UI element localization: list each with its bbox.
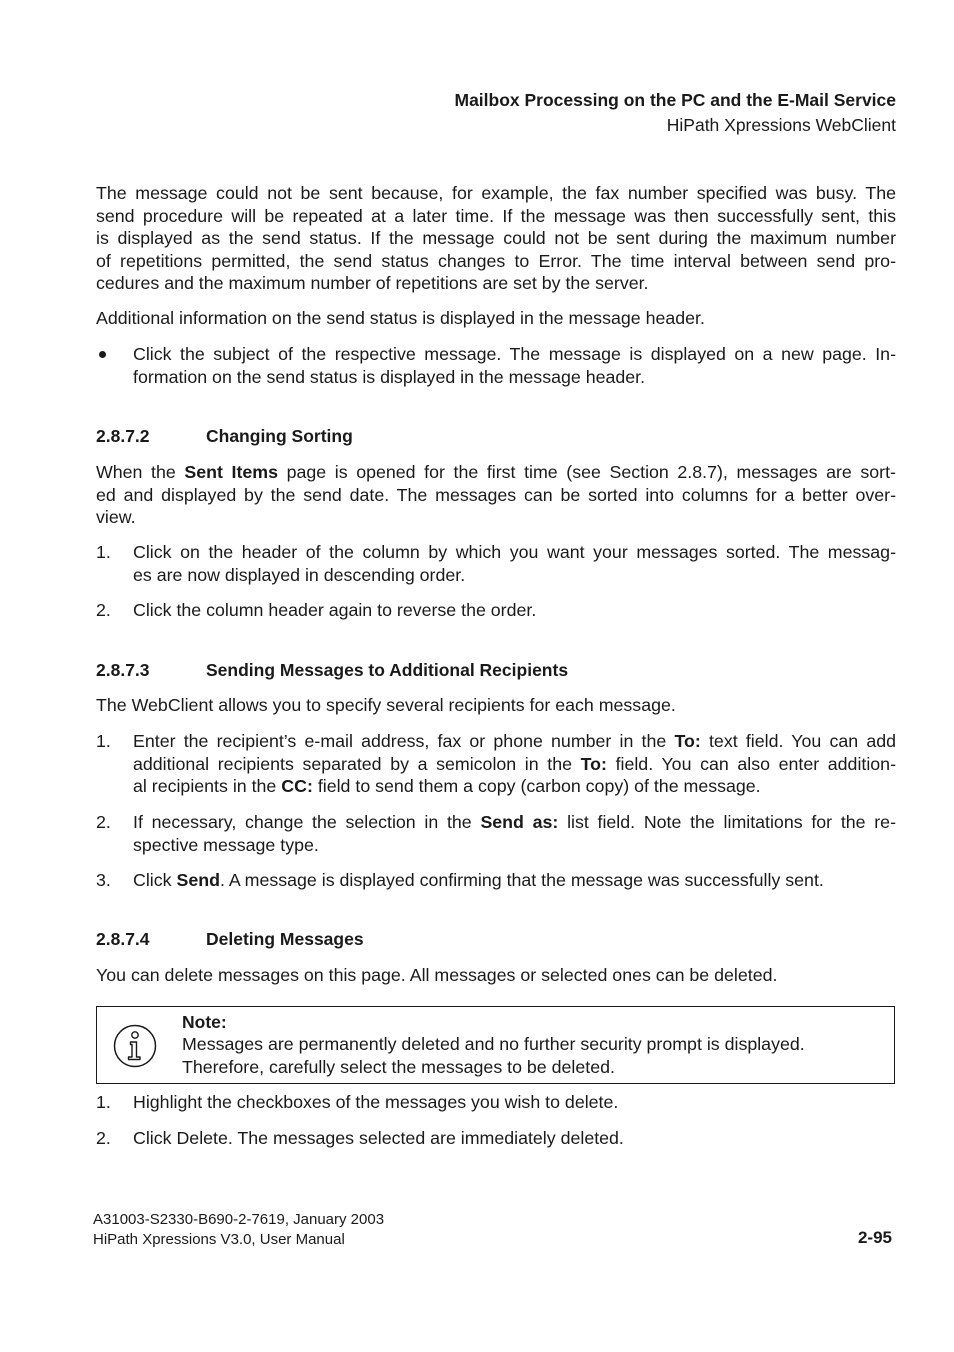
text-line: send procedure will be repeated at a later time. If the message was then successfully sent, this [96,205,896,226]
running-header-subtitle: HiPath Xpressions WebClient [666,115,896,135]
deleting-intro: You can delete messages on this page. All messages or selected ones can be deleted. [96,965,778,985]
text-line: cedures and the maximum number of repetitions are set by the server. [96,273,649,294]
section-number: 2.8.7.3 [96,660,150,680]
page-number: 2-95 [857,1228,892,1247]
ui-term: Send [176,870,220,890]
text-line: Click the subject of the respective message. The message is displayed on a new page. In- [133,344,896,364]
ui-term: Send as: [480,812,559,832]
list-number: 1. [96,1092,111,1112]
text-line: view. [96,507,136,528]
bullet-icon [99,351,106,358]
list-number: 1. [96,542,111,562]
section-number: 2.8.7.2 [96,426,150,446]
text-line: Click Delete. The messages selected are immediately deleted. [133,1128,624,1148]
list-number: 2. [96,812,111,832]
ui-term: Sent Items [184,462,278,482]
send-status-paragraph: Additional information on the send status is displayed in the message header. [96,308,705,328]
text-line: When the Sent Items page is opened for the first time (see Section 2.8.7), messages are sort- [96,462,896,482]
list-number: 2. [96,600,111,620]
text-line: Therefore, carefully select the messages to be deleted. [182,1056,615,1077]
list-number: 3. [96,870,111,890]
running-header-title: Mailbox Processing on the PC and the E-Mail Service [454,90,896,110]
text-line: es are now displayed in descending order. [133,564,466,585]
section-title: Sending Messages to Additional Recipients [206,660,569,680]
section-title: Deleting Messages [206,929,364,949]
info-icon [113,1024,157,1068]
ui-term: To: [674,731,701,751]
section-number: 2.8.7.4 [96,929,150,949]
text-line: Highlight the checkboxes of the messages you wish to delete. [133,1092,619,1112]
text-line: of repetitions permitted, the send status changes to Error. The time interval between send pro- [96,250,896,271]
ui-term: To: [580,753,607,774]
intro-paragraph [96,182,896,295]
text-line: If necessary, change the selection in the Send as: list field. Note the limitations for the re- [133,812,896,832]
text-line: Click on the header of the column by which you want your messages sorted. The messag- [133,542,896,562]
ui-term: CC: [281,776,313,797]
footer-manual-title: HiPath Xpressions V3.0, User Manual [93,1231,345,1248]
text-line: Click Send. A message is displayed confirming that the message was successfully sent. [133,870,824,890]
text-line: additional recipients separated by a semicolon in the To: field. You can also enter addition- [133,753,896,774]
text-line: al recipients in the CC: field to send them a copy (carbon copy) of the message. [133,776,761,797]
text-line: ed and displayed by the send date. The messages can be sorted into columns for a better over- [96,484,896,505]
list-number: 1. [96,731,111,751]
note-box [96,1006,895,1084]
footer-doc-id: A31003-S2330-B690-2-7619, January 2003 [93,1211,385,1228]
section-title: Changing Sorting [206,426,353,446]
text-line: spective message type. [133,834,319,855]
list-number: 2. [96,1128,111,1148]
text-line: Enter the recipient’s e-mail address, fax or phone number in the To: text field. You can add [133,731,896,751]
text-line: formation on the send status is displayed in the message header. [133,366,646,387]
text-line: Messages are permanently deleted and no further security prompt is displayed. [182,1034,805,1054]
note-text [182,1033,882,1078]
note-heading: Note: [182,1012,227,1032]
sorting-paragraph [96,461,896,529]
text-line: The message could not be sent because, for example, the fax number specified was busy. The [96,183,896,203]
text-line: Click the column header again to reverse the order. [133,600,537,620]
text-line: is displayed as the send status. If the message could not be sent during the maximum number [96,228,896,249]
recipients-intro: The WebClient allows you to specify several recipients for each message. [96,695,676,715]
